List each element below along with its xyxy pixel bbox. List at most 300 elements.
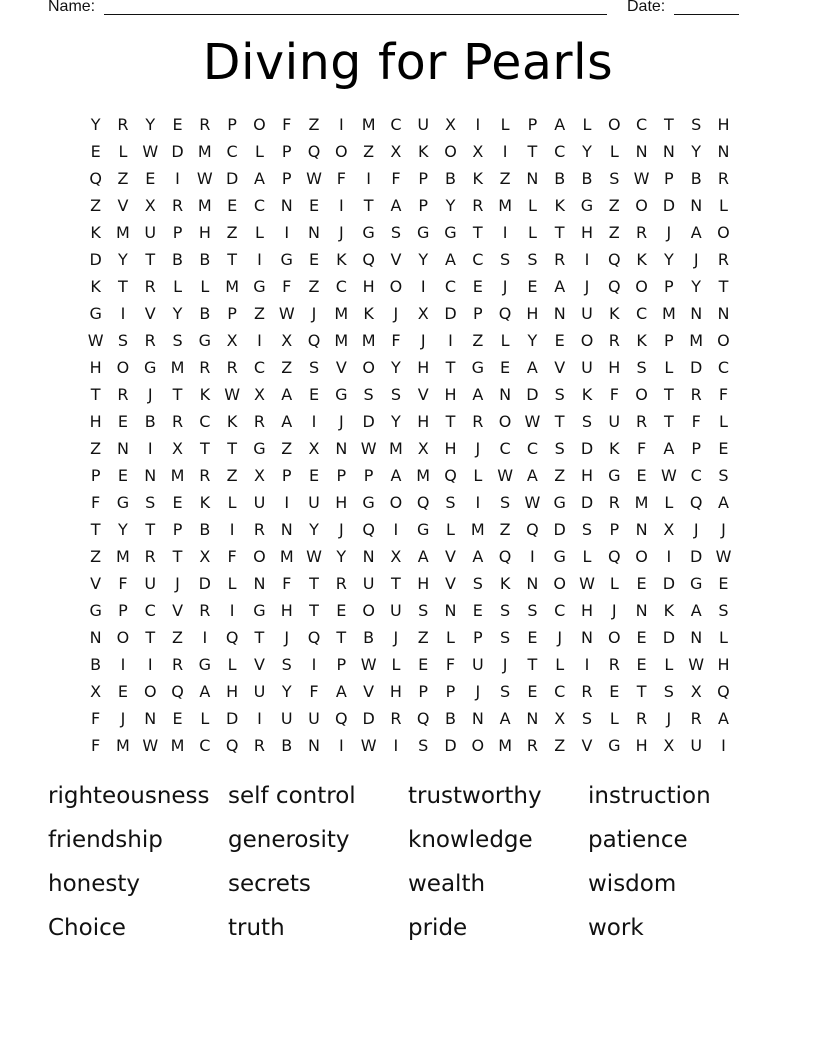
grid-letter: Y [691, 277, 702, 296]
grid-letter: S [472, 574, 483, 593]
grid-letter: R [171, 196, 184, 215]
grid-letter: T [445, 358, 456, 377]
grid-letter: C [554, 682, 566, 701]
grid-letter: C [636, 115, 648, 134]
grid-letter: S [281, 655, 292, 674]
grid-row [82, 111, 742, 138]
grid-letter: E [527, 277, 538, 296]
grid-letter: Z [608, 196, 620, 215]
grid-letter: Z [499, 520, 511, 539]
grid-letter: J [420, 331, 426, 350]
grid-letter: E [172, 709, 183, 728]
grid-letter: S [581, 412, 593, 431]
grid-letter: J [120, 709, 126, 728]
grid-letter: L [582, 547, 592, 566]
word-bank-item: patience [588, 827, 688, 853]
grid-letter: I [475, 115, 481, 134]
grid-letter: F [91, 709, 101, 728]
grid-letter: A [199, 682, 211, 701]
grid-letter: L [719, 412, 728, 431]
grid-letter: I [202, 628, 208, 647]
grid-letter: E [554, 331, 565, 350]
grid-letter: P [664, 169, 674, 188]
grid-letter: Q [498, 304, 512, 323]
grid-letter: P [527, 115, 538, 134]
grid-letter: C [390, 115, 402, 134]
word-bank-item: pride [408, 915, 468, 941]
grid-letter: F [391, 331, 401, 350]
grid-letter: R [690, 709, 702, 728]
grid-letter: U [280, 709, 293, 728]
grid-letter: R [554, 250, 566, 269]
grid-letter: P [227, 115, 237, 134]
grid-letter: N [280, 520, 293, 539]
grid-row [82, 354, 742, 381]
grid-letter: G [89, 601, 102, 620]
grid-letter: T [309, 574, 319, 593]
grid-letter: E [336, 601, 347, 620]
grid-letter: A [472, 547, 484, 566]
grid-letter: N [335, 439, 348, 458]
grid-letter: E [308, 385, 320, 404]
grid-letter: V [253, 655, 265, 674]
grid-letter: Q [607, 250, 621, 269]
grid-letter: L [118, 142, 128, 161]
grid-row [82, 381, 742, 408]
grid-letter: H [280, 601, 293, 620]
grid-letter: L [609, 709, 619, 728]
grid-letter: I [311, 655, 317, 674]
grid-letter: F [282, 115, 292, 134]
grid-letter: L [200, 709, 210, 728]
grid-letter: L [719, 196, 728, 215]
grid-letter: N [553, 304, 566, 323]
grid-letter: N [690, 304, 703, 323]
grid-letter: T [118, 277, 128, 296]
grid-letter: V [445, 547, 456, 566]
grid-letter: E [472, 601, 483, 620]
grid-letter: P [172, 223, 183, 242]
grid-letter: A [417, 547, 429, 566]
grid-letter: S [527, 250, 538, 269]
grid-letter: J [311, 304, 317, 323]
grid-letter: G [198, 655, 212, 674]
grid-letter: H [635, 736, 648, 755]
grid-letter: U [390, 601, 402, 620]
grid-letter: X [390, 142, 402, 161]
word-bank-item: honesty [48, 871, 140, 897]
grid-letter: K [609, 304, 620, 323]
grid-letter: P [363, 466, 374, 485]
grid-letter: N [144, 466, 157, 485]
grid-letter: O [635, 277, 648, 296]
grid-letter: R [117, 385, 129, 404]
name-label: Name: [48, 0, 96, 15]
grid-letter: O [253, 547, 266, 566]
grid-letter: G [417, 520, 430, 539]
grid-letter: V [117, 196, 129, 215]
grid-letter: W [660, 466, 677, 485]
grid-row [82, 300, 742, 327]
grid-letter: Q [307, 628, 321, 647]
grid-letter: W [142, 142, 159, 161]
grid-letter: J [393, 628, 399, 647]
grid-letter: N [690, 628, 703, 647]
grid-letter: E [90, 142, 101, 161]
grid-letter: O [143, 682, 157, 701]
grid-letter: A [499, 709, 511, 728]
grid-letter: J [147, 385, 153, 404]
grid-letter: D [225, 169, 239, 188]
grid-letter: S [418, 736, 429, 755]
grid-letter: R [636, 223, 648, 242]
grid-letter: R [636, 412, 648, 431]
grid-letter: U [253, 682, 266, 701]
grid-letter: L [227, 493, 237, 512]
grid-letter: Z [281, 358, 293, 377]
grid-letter: G [253, 601, 266, 620]
grid-row [82, 516, 742, 543]
grid-letter: G [253, 439, 266, 458]
grid-letter: S [581, 520, 593, 539]
grid-letter: G [608, 466, 621, 485]
grid-letter: L [227, 655, 237, 674]
grid-letter: V [363, 682, 375, 701]
grid-letter: L [527, 223, 537, 242]
grid-letter: I [338, 196, 344, 215]
grid-letter: Z [499, 169, 511, 188]
grid-letter: W [360, 655, 377, 674]
grid-letter: L [609, 142, 619, 161]
grid-letter: R [608, 493, 620, 512]
grid-letter: W [306, 547, 322, 566]
grid-letter: A [526, 466, 538, 485]
grid-letter: Y [527, 331, 538, 350]
grid-letter: Q [225, 736, 239, 755]
grid-letter: U [144, 223, 157, 242]
grid-row [82, 678, 742, 705]
grid-letter: G [580, 196, 594, 215]
grid-letter: Z [117, 169, 129, 188]
grid-letter: M [197, 196, 212, 215]
grid-letter: Z [308, 115, 320, 134]
grid-letter: Y [309, 520, 319, 539]
grid-letter: C [199, 736, 211, 755]
grid-letter: T [554, 223, 565, 242]
grid-letter: A [690, 601, 702, 620]
grid-letter: P [281, 169, 292, 188]
grid-letter: T [363, 196, 374, 215]
grid-letter: H [198, 223, 211, 242]
grid-letter: J [502, 655, 508, 674]
grid-letter: P [418, 196, 429, 215]
grid-letter: R [199, 358, 211, 377]
grid-letter: S [581, 709, 593, 728]
grid-letter: M [361, 115, 376, 134]
grid-letter: H [444, 439, 457, 458]
grid-letter: X [472, 142, 484, 161]
grid-letter: N [717, 142, 730, 161]
grid-letter: L [391, 655, 401, 674]
grid-letter: R [581, 682, 593, 701]
grid-letter: N [308, 223, 320, 242]
grid-letter: I [257, 709, 262, 728]
grid-letter: Z [472, 331, 484, 350]
grid-letter: T [554, 412, 565, 431]
grid-letter: M [389, 439, 403, 458]
grid-letter: O [362, 601, 375, 620]
grid-letter: T [527, 655, 538, 674]
grid-letter: Z [363, 142, 375, 161]
grid-letter: W [278, 304, 295, 323]
grid-letter: R [144, 547, 156, 566]
grid-letter: Q [607, 277, 621, 296]
grid-letter: I [420, 277, 426, 296]
grid-letter: N [280, 196, 293, 215]
grid-letter: I [257, 250, 262, 269]
grid-letter: U [690, 736, 703, 755]
grid-letter: F [91, 493, 101, 512]
grid-letter: Y [336, 547, 347, 566]
grid-letter: H [444, 385, 457, 404]
grid-letter: M [279, 547, 294, 566]
grid-letter: L [500, 115, 510, 134]
grid-letter: P [281, 142, 292, 161]
grid-letter: N [499, 385, 512, 404]
grid-letter: X [445, 115, 456, 134]
grid-letter: E [636, 655, 647, 674]
grid-letter: C [226, 142, 238, 161]
grid-letter: I [393, 736, 399, 755]
grid-letter: R [144, 277, 156, 296]
grid-letter: W [497, 466, 514, 485]
grid-letter: W [360, 736, 377, 755]
grid-letter: R [526, 736, 538, 755]
grid-letter: E [636, 574, 647, 593]
grid-letter: H [89, 412, 102, 431]
grid-letter: C [499, 439, 511, 458]
grid-letter: J [666, 223, 672, 242]
grid-letter: Z [554, 466, 566, 485]
grid-letter: X [90, 682, 102, 701]
grid-letter: L [254, 142, 264, 161]
grid-letter: B [445, 709, 456, 728]
grid-letter: X [253, 466, 265, 485]
grid-letter: Z [172, 628, 184, 647]
grid-letter: N [635, 601, 648, 620]
grid-letter: H [417, 412, 430, 431]
grid-letter: F [636, 439, 647, 458]
grid-letter: V [417, 385, 429, 404]
grid-letter: S [390, 223, 401, 242]
grid-letter: E [527, 628, 538, 647]
grid-letter: J [175, 574, 180, 593]
grid-letter: M [170, 466, 185, 485]
grid-letter: A [554, 277, 566, 296]
grid-letter: J [502, 277, 508, 296]
grid-letter: K [226, 412, 238, 431]
grid-letter: J [557, 628, 563, 647]
grid-letter: G [89, 304, 102, 323]
grid-letter: Y [172, 304, 183, 323]
grid-letter: E [472, 277, 483, 296]
grid-letter: T [663, 115, 674, 134]
grid-letter: F [609, 385, 619, 404]
grid-letter: I [175, 169, 180, 188]
grid-letter: P [472, 304, 483, 323]
grid-letter: H [608, 358, 621, 377]
grid-letter: A [390, 466, 402, 485]
grid-letter: X [226, 331, 238, 350]
grid-letter: K [554, 196, 565, 215]
grid-letter: O [389, 277, 403, 296]
grid-letter: N [526, 574, 539, 593]
grid-letter: R [390, 709, 402, 728]
grid-letter: F [282, 574, 292, 593]
grid-letter: X [390, 547, 402, 566]
grid-letter: L [664, 358, 674, 377]
grid-letter: J [611, 601, 617, 620]
grid-letter: N [253, 574, 266, 593]
grid-letter: T [145, 520, 156, 539]
grid-letter: G [362, 223, 375, 242]
grid-letter: Z [608, 223, 620, 242]
grid-letter: S [308, 358, 320, 377]
grid-letter: X [554, 709, 566, 728]
grid-letter: E [308, 466, 320, 485]
grid-letter: N [308, 736, 320, 755]
grid-letter: L [664, 655, 674, 674]
grid-letter: L [473, 466, 483, 485]
grid-letter: T [227, 250, 238, 269]
grid-letter: S [145, 493, 156, 512]
grid-letter: S [500, 628, 511, 647]
grid-letter: T [145, 250, 156, 269]
grid-letter: C [335, 277, 347, 296]
grid-letter: K [472, 169, 484, 188]
grid-letter: L [609, 574, 619, 593]
grid-letter: D [553, 520, 566, 539]
grid-letter: U [308, 493, 320, 512]
grid-letter: R [636, 709, 648, 728]
grid-letter: Y [582, 142, 592, 161]
grid-letter: Q [416, 709, 430, 728]
grid-row [82, 246, 742, 273]
grid-letter: M [661, 304, 676, 323]
grid-letter: I [229, 520, 235, 539]
grid-letter: F [309, 682, 319, 701]
grid-letter: E [227, 196, 238, 215]
grid-letter: F [91, 736, 101, 755]
grid-letter: U [362, 574, 375, 593]
grid-letter: N [526, 709, 539, 728]
grid-letter: S [554, 439, 565, 458]
grid-letter: U [471, 655, 484, 674]
grid-letter: T [636, 682, 647, 701]
grid-letter: R [144, 331, 156, 350]
grid-letter: H [580, 223, 593, 242]
grid-letter: O [607, 628, 621, 647]
grid-letter: C [444, 277, 457, 296]
grid-row [82, 408, 742, 435]
grid-letter: W [87, 331, 104, 350]
grid-letter: J [393, 304, 399, 323]
grid-letter: I [311, 412, 317, 431]
grid-letter: Z [226, 466, 238, 485]
grid-letter: X [663, 520, 675, 539]
grid-letter: S [117, 331, 129, 350]
grid-letter: P [664, 277, 674, 296]
grid-letter: Q [307, 331, 321, 350]
grid-letter: N [662, 142, 675, 161]
grid-letter: K [499, 574, 511, 593]
grid-letter: L [555, 655, 565, 674]
grid-letter: T [227, 439, 238, 458]
grid-letter: N [690, 196, 703, 215]
grid-letter: H [89, 358, 102, 377]
grid-letter: U [608, 412, 621, 431]
grid-letter: P [336, 466, 347, 485]
grid-letter: B [445, 169, 456, 188]
grid-letter: R [472, 196, 484, 215]
grid-letter: R [199, 466, 211, 485]
grid-letter: I [120, 655, 126, 674]
grid-letter: P [445, 682, 456, 701]
grid-letter: N [471, 709, 484, 728]
grid-letter: D [526, 385, 539, 404]
grid-letter: N [116, 439, 129, 458]
grid-letter: N [581, 628, 593, 647]
grid-letter: Y [663, 250, 674, 269]
grid-letter: H [417, 574, 430, 593]
grid-letter: L [446, 628, 455, 647]
grid-letter: J [666, 709, 672, 728]
grid-letter: T [663, 385, 674, 404]
grid-row [82, 462, 742, 489]
grid-letter: M [334, 304, 349, 323]
grid-letter: H [226, 682, 239, 701]
grid-letter: C [717, 358, 730, 377]
grid-letter: H [580, 601, 593, 620]
grid-letter: C [144, 601, 156, 620]
grid-letter: P [609, 520, 620, 539]
grid-letter: M [170, 736, 185, 755]
grid-letter: I [257, 331, 262, 350]
grid-letter: S [363, 385, 374, 404]
grid-letter: N [717, 304, 730, 323]
grid-letter: M [498, 196, 512, 215]
grid-letter: A [335, 682, 347, 701]
date-blank-line [674, 14, 739, 15]
grid-letter: I [584, 250, 590, 269]
grid-letter: G [280, 250, 293, 269]
grid-letter: M [116, 736, 130, 755]
grid-letter: E [145, 169, 156, 188]
grid-letter: C [199, 412, 211, 431]
grid-letter: D [362, 412, 375, 431]
grid-letter: K [199, 385, 211, 404]
grid-letter: B [144, 412, 156, 431]
word-bank-item: wealth [408, 871, 486, 897]
grid-letter: H [417, 358, 430, 377]
grid-letter: D [89, 250, 102, 269]
worksheet-header [0, 0, 816, 20]
grid-letter: D [690, 358, 703, 377]
grid-letter: R [472, 412, 484, 431]
grid-letter: T [445, 412, 456, 431]
grid-letter: I [448, 331, 453, 350]
grid-letter: J [693, 250, 699, 269]
